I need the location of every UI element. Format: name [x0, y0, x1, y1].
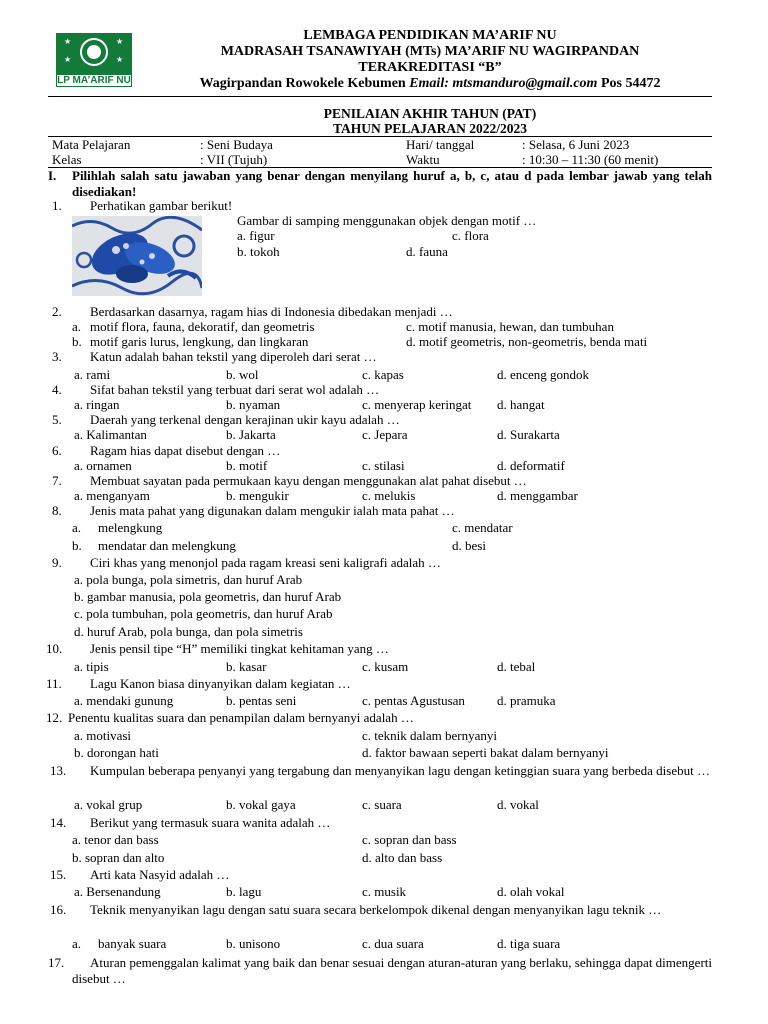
option-d: d. hangat	[497, 397, 545, 412]
address-suffix: Pos 54472	[597, 76, 661, 91]
option-a-letter: a.	[72, 319, 82, 334]
question-text: Ciri khas yang menonjol pada ragam kreasi seni kaligrafi adalah …	[90, 555, 441, 570]
option-d: d. motif geometris, non-geometris, benda mati	[406, 334, 648, 349]
option-a: motif flora, fauna, dekoratif, dan geometris	[90, 319, 315, 334]
question-text: Jenis pensil tipe “H” memiliki tingkat kehitaman yang …	[90, 641, 389, 656]
question-number: 7.	[52, 473, 62, 488]
option-a: a. rami	[74, 367, 111, 382]
question-text: Ragam hias dapat disebut dengan …	[90, 443, 281, 458]
option-a-letter: a.	[72, 936, 82, 951]
star-icon: ★	[116, 55, 124, 64]
section-instruction: Pilihlah salah satu jawaban yang benar dengan menyilang huruf a, b, c, atau d pada lembar jawab yang telah disediakan!	[72, 168, 712, 199]
question-text: Teknik menyanyikan lagu dengan satu suara secara berkelompok dikenal dengan menyanyikan lagu teknik …	[90, 902, 662, 917]
option-a: a. Kalimantan	[74, 427, 147, 442]
header-divider	[48, 96, 712, 97]
question-text: Katun adalah bahan tekstil yang diperoleh dari serat …	[90, 349, 377, 364]
day-label: Hari/ tanggal	[406, 137, 475, 152]
class-value: : VII (Tujuh)	[200, 152, 268, 167]
option-d: d. alto dan bass	[362, 850, 443, 865]
globe-center	[87, 45, 101, 59]
class-label: Kelas	[52, 152, 82, 167]
logo-text: LP MA’ARIF NU	[57, 75, 131, 86]
school-address	[150, 76, 710, 92]
option-c: c. Jepara	[362, 427, 408, 442]
option-d: d. tebal	[497, 659, 536, 674]
star-icon: ★	[64, 55, 72, 64]
question-number: 13.	[50, 763, 67, 778]
option-c: c. sopran dan bass	[362, 832, 457, 847]
time-value: : 10:30 – 11:30 (60 menit)	[522, 152, 659, 167]
option-d: d. vokal	[497, 797, 539, 812]
option-d: d. enceng gondok	[497, 367, 590, 382]
option-a: a. pola bunga, pola simetris, dan huruf Arab	[74, 572, 303, 587]
question-number: 14.	[50, 815, 67, 830]
option-b: b. motif	[226, 458, 268, 473]
question-number: 8.	[52, 503, 62, 518]
option-b: b. nyaman	[226, 397, 281, 412]
time-label: Waktu	[406, 152, 440, 167]
option-b: b. tokoh	[237, 244, 280, 259]
option-b: b. mengukir	[226, 488, 289, 503]
question-number: 17.	[48, 955, 65, 970]
option-c: c. motif manusia, hewan, dan tumbuhan	[406, 319, 614, 334]
subject-value: : Seni Budaya	[200, 137, 273, 152]
option-a: a. Bersenandung	[74, 884, 161, 899]
question-number: 16.	[50, 902, 67, 917]
star-icon: ★	[116, 37, 124, 46]
option-d: d. fauna	[406, 244, 448, 259]
question-number: 9.	[52, 555, 62, 570]
question-text: Aturan pemenggalan kalimat yang baik dan benar sesuai dengan aturan-aturan yang berlaku, sehingga dapat dimengerti disebut …	[72, 955, 712, 986]
question-number: 15.	[50, 867, 67, 882]
option-c: c. suara	[362, 797, 402, 812]
question-number: 12.	[46, 710, 63, 725]
question-text: Membuat sayatan pada permukaan kayu dengan menggunakan alat pahat disebut …	[90, 473, 527, 488]
option-c: c. stilasi	[362, 458, 405, 473]
question-number: 2.	[52, 304, 62, 319]
option-d: d. huruf Arab, pola bunga, dan pola simetris	[74, 624, 303, 639]
option-a: a. motivasi	[74, 728, 132, 743]
option-b: b. pentas seni	[226, 693, 297, 708]
option-b: b. kasar	[226, 659, 267, 674]
address-prefix: Wagirpandan Rowokele Kebumen	[199, 76, 410, 91]
option-c: c. kapas	[362, 367, 404, 382]
section-number: I.	[48, 168, 57, 183]
option-c: c. pola tumbuhan, pola geometris, dan huruf Arab	[74, 606, 333, 621]
star-icon: ★	[64, 37, 72, 46]
option-d: d. faktor bawaan seperti bakat dalam bernyanyi	[362, 745, 609, 760]
question-text: Perhatikan gambar berikut!	[90, 198, 233, 213]
lp-maarif-nu-logo	[56, 33, 132, 87]
question-text: Lagu Kanon biasa dinyanyikan dalam kegiatan …	[90, 676, 351, 691]
option-a: a. menganyam	[74, 488, 150, 503]
school-name: MADRASAH TSANAWIYAH (MTs) MA’ARIF NU WAGIRPANDAN	[220, 44, 640, 59]
option-b: mendatar dan melengkung	[98, 538, 236, 553]
question-number: 3.	[52, 349, 62, 364]
option-c: c. musik	[362, 884, 407, 899]
question-number: 4.	[52, 382, 62, 397]
option-b: b. unisono	[226, 936, 281, 951]
option-d: d. menggambar	[497, 488, 578, 503]
question-text: Sifat bahan tekstil yang terbuat dari serat wol adalah …	[90, 382, 380, 397]
day-value: : Selasa, 6 Juni 2023	[522, 137, 630, 152]
option-a: a. ornamen	[74, 458, 132, 473]
option-b: b. vokal gaya	[226, 797, 296, 812]
option-c: c. menyerap keringat	[362, 397, 472, 412]
option-c: c. melukis	[362, 488, 416, 503]
question-number: 11.	[46, 676, 62, 691]
question-text: Daerah yang terkenal dengan kerajinan ukir kayu adalah …	[90, 412, 400, 427]
option-a: a. ringan	[74, 397, 120, 412]
institution-name: LEMBAGA PENDIDIKAN MA’ARIF NU	[303, 28, 557, 43]
option-a: a. figur	[237, 228, 275, 243]
option-d: d. besi	[452, 538, 486, 553]
batik-butterfly-image	[72, 216, 202, 296]
option-a: melengkung	[98, 520, 163, 535]
option-b-letter: b.	[72, 334, 82, 349]
question-number: 5.	[52, 412, 62, 427]
accreditation: TERAKREDITASI “B”	[358, 60, 502, 75]
question-text: Jenis mata pahat yang digunakan dalam mengukir ialah mata pahat …	[90, 503, 455, 518]
subject-label: Mata Pelajaran	[52, 137, 131, 152]
option-b: motif garis lurus, lengkung, dan lingkaran	[90, 334, 309, 349]
question-text: Arti kata Nasyid adalah …	[90, 867, 230, 882]
option-c: c. kusam	[362, 659, 409, 674]
question-subtext: Gambar di samping menggunakan objek dengan motif …	[237, 213, 537, 228]
option-b: b. dorongan hati	[74, 745, 159, 760]
option-b: b. wol	[226, 367, 259, 382]
school-email: Email: mtsmanduro@gmail.com	[409, 76, 598, 91]
question-number: 1.	[52, 198, 62, 213]
option-c: c. dua suara	[362, 936, 424, 951]
question-number: 6.	[52, 443, 62, 458]
option-b: b. lagu	[226, 884, 262, 899]
exam-year: TAHUN PELAJARAN 2022/2023	[332, 121, 527, 136]
option-b: b. gambar manusia, pola geometris, dan huruf Arab	[74, 589, 342, 604]
option-c: c. teknik dalam bernyanyi	[362, 728, 498, 743]
option-d: d. Surakarta	[497, 427, 560, 442]
option-d: d. tiga suara	[497, 936, 561, 951]
option-d: d. deformatif	[497, 458, 565, 473]
question-text: Penentu kualitas suara dan penampilan dalam bernyanyi adalah …	[68, 710, 414, 725]
option-a: a. tenor dan bass	[72, 832, 159, 847]
option-c: c. mendatar	[452, 520, 513, 535]
option-b-letter: b.	[72, 538, 82, 553]
question-text: Berikut yang termasuk suara wanita adalah …	[90, 815, 331, 830]
question-text: Berdasarkan dasarnya, ragam hias di Indonesia dibedakan menjadi …	[90, 304, 453, 319]
question-number: 10.	[46, 641, 63, 656]
option-b: b. Jakarta	[226, 427, 276, 442]
option-c: c. pentas Agustusan	[362, 693, 465, 708]
option-d: d. pramuka	[497, 693, 556, 708]
option-a-letter: a.	[72, 520, 82, 535]
question-text: Kumpulan beberapa penyanyi yang tergabung dan menyanyikan lagu dengan ketinggian suara yang berbeda disebut …	[90, 763, 710, 778]
option-a: a. tipis	[74, 659, 109, 674]
option-a: a. vokal grup	[74, 797, 143, 812]
option-a: a. mendaki gunung	[74, 693, 174, 708]
option-b: b. sopran dan alto	[72, 850, 165, 865]
exam-title: PENILAIAN AKHIR TAHUN (PAT)	[323, 106, 537, 121]
option-a: banyak suara	[98, 936, 167, 951]
option-d: d. olah vokal	[497, 884, 565, 899]
option-c: c. flora	[452, 228, 489, 243]
